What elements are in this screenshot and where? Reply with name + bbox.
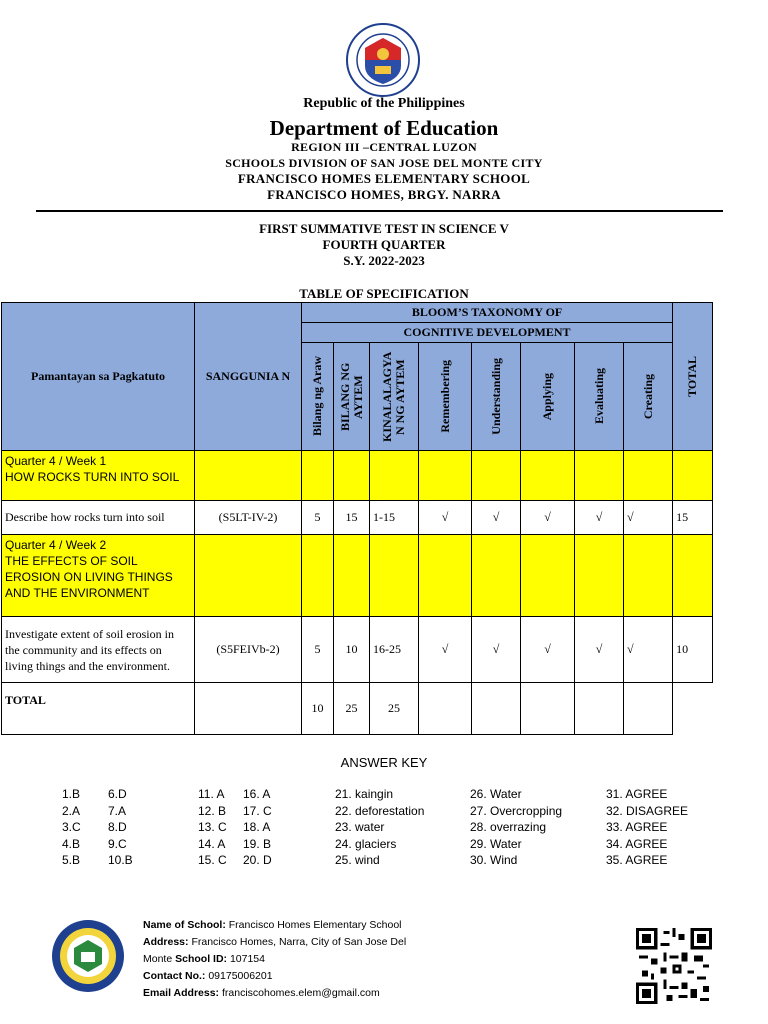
answer-item: 16. A <box>243 787 271 801</box>
answer-item: 13. C <box>198 820 227 834</box>
footer-name-value: Francisco Homes Elementary School <box>228 919 402 931</box>
col-total: TOTAL <box>685 356 700 397</box>
answer-item: 28. overrazing <box>470 820 547 834</box>
footer-address-value: Francisco Homes, Narra, City of San Jose Del <box>191 936 407 948</box>
col-understanding-cell <box>472 343 521 451</box>
answer-item: 9.C <box>108 836 127 851</box>
row1-applying: √ <box>521 501 575 535</box>
footer-contact-value: 09175006201 <box>208 970 273 982</box>
footer-email-label: Email Address: <box>143 987 220 999</box>
answer-col-5 <box>335 786 424 869</box>
answer-item: 30. Wind <box>470 853 518 867</box>
answer-item: 11. A <box>198 787 225 801</box>
footer-address-cont: Monte <box>143 953 173 965</box>
answer-item: 2.A <box>62 803 81 818</box>
specification-table <box>1 302 713 735</box>
answer-item: 8.D <box>108 820 127 834</box>
table-total-row <box>2 683 713 735</box>
address-line: FRANCISCO HOMES, BRGY. NARRA <box>267 187 501 202</box>
col-competency: Pamantayan sa Pagkatuto <box>2 303 195 451</box>
row2-days: 5 <box>302 617 334 683</box>
row2-remembering: √ <box>419 617 472 683</box>
answer-item: 21. kaingin <box>335 787 394 801</box>
answer-item: 1.B <box>62 787 81 801</box>
col-applying: Applying <box>540 372 554 421</box>
answer-item: 34. AGREE <box>606 836 668 851</box>
answer-item: 12. B <box>198 803 227 818</box>
col-days: Bilang ng Araw <box>310 356 324 437</box>
division-line: SCHOOLS DIVISION OF SAN JOSE DEL MONTE CITY <box>225 156 543 170</box>
row1-competency: Describe how rocks turn into soil <box>2 501 195 535</box>
tos-caption: TABLE OF SPECIFICATION <box>299 286 469 301</box>
total-placement: 25 <box>370 683 419 735</box>
col-evaluating: Evaluating <box>591 368 606 425</box>
answer-key-title: ANSWER KEY <box>340 755 428 770</box>
answer-item: 24. glaciers <box>335 836 397 851</box>
row1-placement: 1-15 <box>370 501 419 535</box>
answer-item: 35. AGREE <box>606 853 668 867</box>
answer-item: 19. B <box>243 836 272 851</box>
answer-col-7 <box>606 786 688 869</box>
answer-item: 25. wind <box>335 853 380 867</box>
answer-item: 14. A <box>198 836 226 851</box>
answer-col-2 <box>108 786 133 869</box>
row1-creating: √ <box>624 501 673 535</box>
answer-col-1 <box>62 786 81 869</box>
answer-item: 23. water <box>335 820 385 834</box>
total-label: TOTAL <box>2 683 195 735</box>
footer-address-label: Address: <box>143 936 189 948</box>
row2-placement: 16-25 <box>370 617 419 683</box>
test-quarter: FOURTH QUARTER <box>322 237 446 252</box>
row2-total: 10 <box>673 617 713 683</box>
col-understanding: Understanding <box>488 358 503 435</box>
col-placement: KINALALAGYA N NG AYTEM <box>380 351 407 442</box>
row1-remembering: √ <box>419 501 472 535</box>
row2-creating: √ <box>624 617 673 683</box>
answer-item: 7.A <box>108 803 127 818</box>
col-evaluating-cell <box>575 343 624 451</box>
footer-school-id-value: 107154 <box>229 953 265 965</box>
answer-item: 6.D <box>108 787 127 801</box>
row1-reference: (S5LT-IV-2) <box>195 501 302 535</box>
row2-reference: (S5FEIVb-2) <box>195 617 302 683</box>
answer-item: 18. A <box>243 820 271 834</box>
bloom-header-2: COGNITIVE DEVELOPMENT <box>302 323 673 343</box>
week2-label: Quarter 4 / Week 2 THE EFFECTS OF SOIL EROSION ON LIVING THINGS AND THE ENVIRONMENT <box>2 535 195 617</box>
test-school-year: S.Y. 2022-2023 <box>343 253 425 268</box>
deped-seal-icon <box>345 22 421 98</box>
row2-evaluating: √ <box>575 617 624 683</box>
answer-item: 33. AGREE <box>606 820 668 834</box>
row1-understanding: √ <box>472 501 521 535</box>
table-row <box>2 617 713 683</box>
week1-label: Quarter 4 / Week 1 HOW ROCKS TURN INTO SOIL <box>2 451 195 501</box>
answer-col-4 <box>243 786 272 869</box>
row1-days: 5 <box>302 501 334 535</box>
region-line: REGION III –CENTRAL LUZON <box>291 140 477 154</box>
row2-applying: √ <box>521 617 575 683</box>
footer-email-value: franciscohomes.elem@gmail.com <box>221 987 380 999</box>
header-divider <box>36 210 723 212</box>
answer-item: 3.C <box>62 820 81 834</box>
answer-item: 29. Water <box>470 836 522 851</box>
school-contact-block <box>143 917 406 1002</box>
test-title: FIRST SUMMATIVE TEST IN SCIENCE V <box>259 221 509 236</box>
school-line: FRANCISCO HOMES ELEMENTARY SCHOOL <box>237 171 531 186</box>
school-logo-icon <box>50 918 126 994</box>
answer-item: 31. AGREE <box>606 787 668 801</box>
answer-item: 32. DISAGREE <box>606 803 689 818</box>
footer-name-label: Name of School: <box>143 919 226 931</box>
col-creating-cell <box>624 343 673 451</box>
department-title: Department of Education <box>269 116 499 140</box>
row1-evaluating: √ <box>575 501 624 535</box>
answer-item: 27. Overcropping <box>470 803 563 818</box>
answer-item: 10.B <box>108 853 133 867</box>
table-row <box>2 501 713 535</box>
footer-contact-label: Contact No.: <box>143 970 206 982</box>
col-items: BILANG NG AYTEM <box>337 362 365 431</box>
row1-total: 15 <box>673 501 713 535</box>
answer-col-6 <box>470 786 562 869</box>
col-remembering: Remembering <box>437 360 452 433</box>
answer-item: 4.B <box>62 836 81 851</box>
answer-item: 22. deforestation <box>335 803 425 818</box>
answer-item: 17. C <box>243 803 272 818</box>
answer-item: 26. Water <box>470 787 522 801</box>
col-total-header <box>673 303 713 451</box>
republic-line: Republic of the Philippines <box>303 96 465 111</box>
row2-understanding: √ <box>472 617 521 683</box>
answer-item: 5.B <box>62 853 81 867</box>
row2-items: 10 <box>334 617 370 683</box>
col-days-cell <box>302 343 334 451</box>
answer-item: 15. C <box>198 853 227 867</box>
answer-item: 20. D <box>243 853 272 867</box>
col-creating: Creating <box>640 373 655 420</box>
col-items-cell <box>334 343 370 451</box>
col-placement-cell <box>370 343 419 451</box>
row2-competency: Investigate extent of soil erosion in the community and its effects on living things and the environment. <box>2 617 195 683</box>
total-items: 25 <box>334 683 370 735</box>
bloom-header-1: BLOOM’S TAXONOMY OF <box>302 303 673 323</box>
col-applying-cell <box>521 343 575 451</box>
total-days: 10 <box>302 683 334 735</box>
col-reference: SANGGUNIA N <box>195 303 302 451</box>
qr-code-icon <box>636 928 712 1004</box>
row1-items: 15 <box>334 501 370 535</box>
answer-col-3 <box>198 786 227 869</box>
col-remembering-cell <box>419 343 472 451</box>
footer-school-id-label: School ID: <box>175 953 228 965</box>
